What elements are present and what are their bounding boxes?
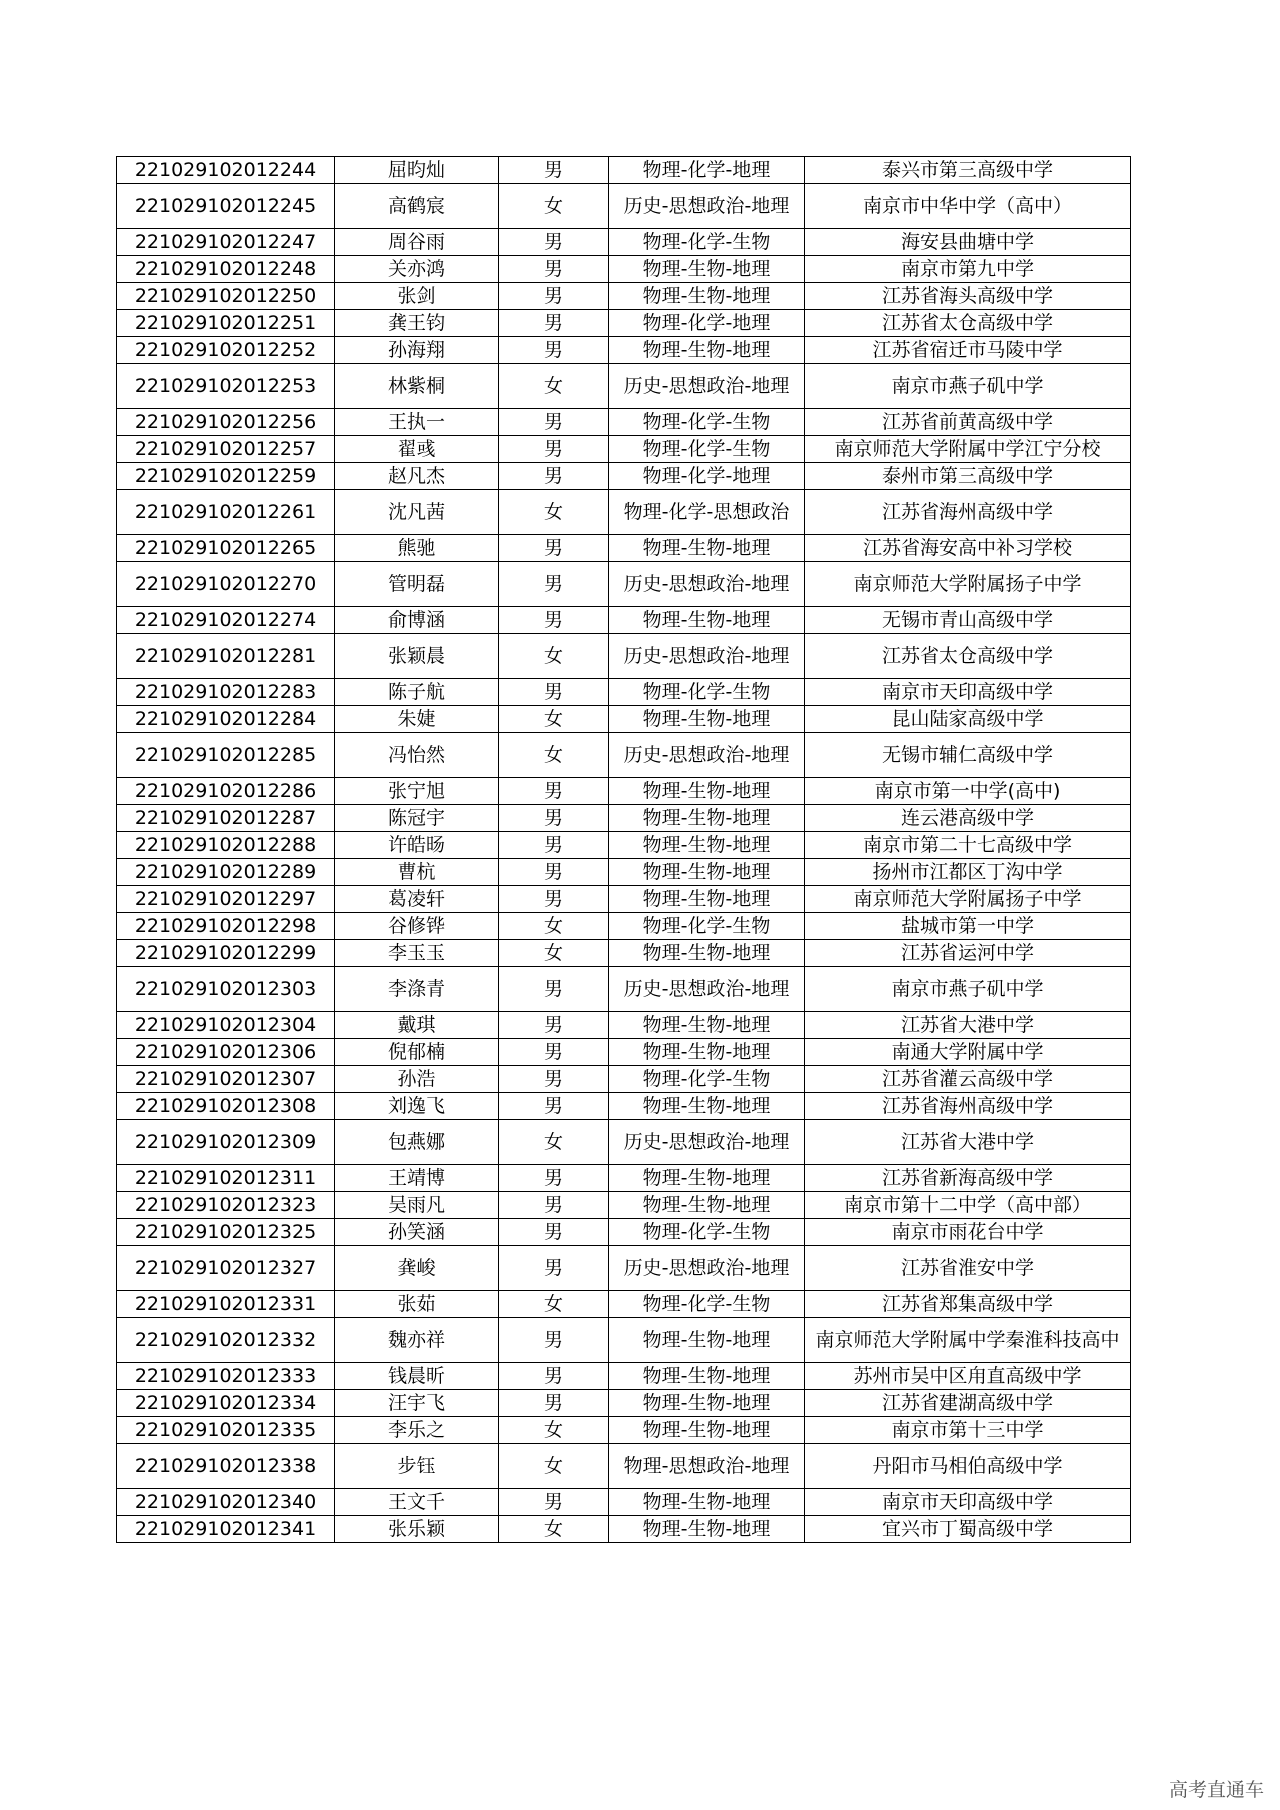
school-cell: 南京师范大学附属扬子中学 [805, 886, 1131, 913]
candidate-id-cell: 221029102012247 [117, 229, 335, 256]
subject-combination-cell: 物理-生物-地理 [609, 1363, 805, 1390]
subject-combination-cell: 历史-思想政治-地理 [609, 364, 805, 409]
candidate-id-cell: 221029102012327 [117, 1246, 335, 1291]
student-name-cell: 俞博涵 [335, 607, 499, 634]
table-row [117, 1444, 1131, 1489]
subject-combination-cell: 物理-化学-地理 [609, 310, 805, 337]
student-name-cell: 谷修铧 [335, 913, 499, 940]
gender-cell: 女 [499, 940, 609, 967]
candidate-id-cell: 221029102012303 [117, 967, 335, 1012]
subject-combination-cell: 物理-生物-地理 [609, 805, 805, 832]
student-name-cell: 步钰 [335, 1444, 499, 1489]
candidate-id-cell: 221029102012334 [117, 1390, 335, 1417]
candidate-id-cell: 221029102012270 [117, 562, 335, 607]
gender-cell: 女 [499, 1291, 609, 1318]
school-cell: 南京师范大学附属中学江宁分校 [805, 436, 1131, 463]
school-cell: 南京市天印高级中学 [805, 679, 1131, 706]
gender-cell: 男 [499, 778, 609, 805]
gender-cell: 男 [499, 1039, 609, 1066]
student-name-cell: 戴琪 [335, 1012, 499, 1039]
candidate-id-cell: 221029102012307 [117, 1066, 335, 1093]
gender-cell: 女 [499, 1120, 609, 1165]
candidate-id-cell: 221029102012308 [117, 1093, 335, 1120]
subject-combination-cell: 物理-生物-地理 [609, 706, 805, 733]
subject-combination-cell: 物理-化学-生物 [609, 436, 805, 463]
roster-body [117, 157, 1131, 1543]
gender-cell: 男 [499, 1246, 609, 1291]
student-name-cell: 孙海翔 [335, 337, 499, 364]
subject-combination-cell: 物理-生物-地理 [609, 859, 805, 886]
candidate-id-cell: 221029102012256 [117, 409, 335, 436]
table-row [117, 913, 1131, 940]
table-row [117, 886, 1131, 913]
candidate-id-cell: 221029102012251 [117, 310, 335, 337]
candidate-id-cell: 221029102012285 [117, 733, 335, 778]
school-cell: 盐城市第一中学 [805, 913, 1131, 940]
candidate-id-cell: 221029102012250 [117, 283, 335, 310]
gender-cell: 男 [499, 679, 609, 706]
candidate-id-cell: 221029102012335 [117, 1417, 335, 1444]
student-name-cell: 熊驰 [335, 535, 499, 562]
student-name-cell: 孙笑涵 [335, 1219, 499, 1246]
subject-combination-cell: 物理-生物-地理 [609, 535, 805, 562]
school-cell: 江苏省宿迁市马陵中学 [805, 337, 1131, 364]
subject-combination-cell: 物理-生物-地理 [609, 256, 805, 283]
gender-cell: 男 [499, 805, 609, 832]
subject-combination-cell: 物理-生物-地理 [609, 1165, 805, 1192]
table-row [117, 733, 1131, 778]
candidate-id-cell: 221029102012284 [117, 706, 335, 733]
candidate-id-cell: 221029102012304 [117, 1012, 335, 1039]
gender-cell: 男 [499, 607, 609, 634]
student-name-cell: 翟彧 [335, 436, 499, 463]
subject-combination-cell: 物理-化学-生物 [609, 1066, 805, 1093]
subject-combination-cell: 物理-生物-地理 [609, 1417, 805, 1444]
subject-combination-cell: 物理-化学-生物 [609, 229, 805, 256]
subject-combination-cell: 物理-化学-生物 [609, 1291, 805, 1318]
school-cell: 江苏省淮安中学 [805, 1246, 1131, 1291]
table-row [117, 364, 1131, 409]
candidate-id-cell: 221029102012265 [117, 535, 335, 562]
school-cell: 南京市第十二中学（高中部） [805, 1192, 1131, 1219]
table-row [117, 940, 1131, 967]
school-cell: 泰兴市第三高级中学 [805, 157, 1131, 184]
candidate-id-cell: 221029102012311 [117, 1165, 335, 1192]
gender-cell: 女 [499, 634, 609, 679]
table-row [117, 310, 1131, 337]
candidate-id-cell: 221029102012341 [117, 1516, 335, 1543]
gender-cell: 男 [499, 859, 609, 886]
school-cell: 南通大学附属中学 [805, 1039, 1131, 1066]
table-row [117, 634, 1131, 679]
student-name-cell: 陈冠宇 [335, 805, 499, 832]
subject-combination-cell: 物理-生物-地理 [609, 1093, 805, 1120]
candidate-id-cell: 221029102012287 [117, 805, 335, 832]
school-cell: 南京市第一中学(高中) [805, 778, 1131, 805]
gender-cell: 男 [499, 1066, 609, 1093]
student-name-cell: 冯怡然 [335, 733, 499, 778]
gender-cell: 男 [499, 310, 609, 337]
subject-combination-cell: 历史-思想政治-地理 [609, 1246, 805, 1291]
student-name-cell: 高鹤宸 [335, 184, 499, 229]
candidate-id-cell: 221029102012274 [117, 607, 335, 634]
school-cell: 南京市雨花台中学 [805, 1219, 1131, 1246]
student-name-cell: 张剑 [335, 283, 499, 310]
student-name-cell: 魏亦祥 [335, 1318, 499, 1363]
gender-cell: 女 [499, 490, 609, 535]
table-row [117, 1165, 1131, 1192]
subject-combination-cell: 物理-生物-地理 [609, 940, 805, 967]
student-name-cell: 王文千 [335, 1489, 499, 1516]
gender-cell: 女 [499, 1516, 609, 1543]
gender-cell: 男 [499, 463, 609, 490]
subject-combination-cell: 物理-化学-思想政治 [609, 490, 805, 535]
school-cell: 江苏省太仓高级中学 [805, 634, 1131, 679]
student-name-cell: 张宁旭 [335, 778, 499, 805]
gender-cell: 女 [499, 733, 609, 778]
table-row [117, 1390, 1131, 1417]
school-cell: 江苏省太仓高级中学 [805, 310, 1131, 337]
student-name-cell: 包燕娜 [335, 1120, 499, 1165]
subject-combination-cell: 物理-生物-地理 [609, 1318, 805, 1363]
subject-combination-cell: 物理-生物-地理 [609, 778, 805, 805]
candidate-id-cell: 221029102012289 [117, 859, 335, 886]
subject-combination-cell: 物理-生物-地理 [609, 607, 805, 634]
school-cell: 南京市第九中学 [805, 256, 1131, 283]
watermark: 高考直通车 [1168, 1779, 1264, 1801]
subject-combination-cell: 物理-化学-地理 [609, 157, 805, 184]
school-cell: 南京市中华中学（高中） [805, 184, 1131, 229]
table-row [117, 436, 1131, 463]
student-name-cell: 周谷雨 [335, 229, 499, 256]
school-cell: 江苏省新海高级中学 [805, 1165, 1131, 1192]
table-row [117, 1489, 1131, 1516]
gender-cell: 男 [499, 1363, 609, 1390]
candidate-id-cell: 221029102012333 [117, 1363, 335, 1390]
candidate-id-cell: 221029102012299 [117, 940, 335, 967]
subject-combination-cell: 物理-生物-地理 [609, 886, 805, 913]
table-row [117, 1291, 1131, 1318]
table-row [117, 1318, 1131, 1363]
candidate-id-cell: 221029102012288 [117, 832, 335, 859]
table-row [117, 283, 1131, 310]
gender-cell: 男 [499, 229, 609, 256]
subject-combination-cell: 物理-生物-地理 [609, 1516, 805, 1543]
subject-combination-cell: 历史-思想政治-地理 [609, 967, 805, 1012]
gender-cell: 女 [499, 706, 609, 733]
student-name-cell: 赵凡杰 [335, 463, 499, 490]
gender-cell: 男 [499, 1093, 609, 1120]
table-row [117, 1246, 1131, 1291]
school-cell: 江苏省海安高中补习学校 [805, 535, 1131, 562]
candidate-id-cell: 221029102012338 [117, 1444, 335, 1489]
table-row [117, 1219, 1131, 1246]
student-name-cell: 葛凌轩 [335, 886, 499, 913]
candidate-id-cell: 221029102012245 [117, 184, 335, 229]
gender-cell: 男 [499, 1390, 609, 1417]
table-row [117, 1120, 1131, 1165]
gender-cell: 女 [499, 184, 609, 229]
candidate-id-cell: 221029102012297 [117, 886, 335, 913]
school-cell: 无锡市青山高级中学 [805, 607, 1131, 634]
student-name-cell: 王执一 [335, 409, 499, 436]
table-row [117, 859, 1131, 886]
gender-cell: 女 [499, 913, 609, 940]
gender-cell: 男 [499, 832, 609, 859]
school-cell: 扬州市江都区丁沟中学 [805, 859, 1131, 886]
student-name-cell: 张乐颖 [335, 1516, 499, 1543]
student-name-cell: 吴雨凡 [335, 1192, 499, 1219]
table-row [117, 535, 1131, 562]
subject-combination-cell: 物理-生物-地理 [609, 1039, 805, 1066]
gender-cell: 男 [499, 1219, 609, 1246]
student-name-cell: 陈子航 [335, 679, 499, 706]
student-name-cell: 屈昀灿 [335, 157, 499, 184]
table-row [117, 490, 1131, 535]
gender-cell: 男 [499, 337, 609, 364]
school-cell: 江苏省大港中学 [805, 1012, 1131, 1039]
gender-cell: 男 [499, 283, 609, 310]
gender-cell: 男 [499, 256, 609, 283]
student-name-cell: 许皓旸 [335, 832, 499, 859]
table-row [117, 679, 1131, 706]
table-row [117, 463, 1131, 490]
gender-cell: 男 [499, 436, 609, 463]
student-name-cell: 沈凡茜 [335, 490, 499, 535]
school-cell: 江苏省大港中学 [805, 1120, 1131, 1165]
table-row [117, 967, 1131, 1012]
subject-combination-cell: 历史-思想政治-地理 [609, 184, 805, 229]
gender-cell: 男 [499, 1489, 609, 1516]
subject-combination-cell: 物理-生物-地理 [609, 1489, 805, 1516]
candidate-id-cell: 221029102012325 [117, 1219, 335, 1246]
school-cell: 江苏省海州高级中学 [805, 490, 1131, 535]
school-cell: 江苏省海州高级中学 [805, 1093, 1131, 1120]
school-cell: 江苏省灌云高级中学 [805, 1066, 1131, 1093]
student-name-cell: 李涤青 [335, 967, 499, 1012]
student-name-cell: 关亦鸿 [335, 256, 499, 283]
candidate-id-cell: 221029102012340 [117, 1489, 335, 1516]
candidate-id-cell: 221029102012323 [117, 1192, 335, 1219]
subject-combination-cell: 历史-思想政治-地理 [609, 1120, 805, 1165]
student-name-cell: 李玉玉 [335, 940, 499, 967]
table-row [117, 1363, 1131, 1390]
subject-combination-cell: 物理-生物-地理 [609, 832, 805, 859]
candidate-id-cell: 221029102012332 [117, 1318, 335, 1363]
candidate-id-cell: 221029102012331 [117, 1291, 335, 1318]
candidate-id-cell: 221029102012298 [117, 913, 335, 940]
school-cell: 海安县曲塘中学 [805, 229, 1131, 256]
subject-combination-cell: 物理-化学-地理 [609, 463, 805, 490]
student-name-cell: 张茹 [335, 1291, 499, 1318]
school-cell: 南京市燕子矶中学 [805, 967, 1131, 1012]
school-cell: 苏州市吴中区甪直高级中学 [805, 1363, 1131, 1390]
subject-combination-cell: 物理-生物-地理 [609, 1012, 805, 1039]
candidate-id-cell: 221029102012281 [117, 634, 335, 679]
table-row [117, 832, 1131, 859]
school-cell: 丹阳市马相伯高级中学 [805, 1444, 1131, 1489]
candidate-id-cell: 221029102012244 [117, 157, 335, 184]
table-row [117, 1516, 1131, 1543]
subject-combination-cell: 物理-生物-地理 [609, 1390, 805, 1417]
table-row [117, 1417, 1131, 1444]
table-row [117, 229, 1131, 256]
candidate-id-cell: 221029102012306 [117, 1039, 335, 1066]
candidate-id-cell: 221029102012259 [117, 463, 335, 490]
student-name-cell: 朱婕 [335, 706, 499, 733]
school-cell: 南京市第十三中学 [805, 1417, 1131, 1444]
gender-cell: 男 [499, 886, 609, 913]
gender-cell: 男 [499, 409, 609, 436]
school-cell: 江苏省运河中学 [805, 940, 1131, 967]
school-cell: 南京师范大学附属扬子中学 [805, 562, 1131, 607]
table-row [117, 157, 1131, 184]
candidate-id-cell: 221029102012253 [117, 364, 335, 409]
subject-combination-cell: 物理-思想政治-地理 [609, 1444, 805, 1489]
subject-combination-cell: 物理-化学-生物 [609, 409, 805, 436]
gender-cell: 男 [499, 1318, 609, 1363]
school-cell: 江苏省前黄高级中学 [805, 409, 1131, 436]
student-name-cell: 汪宇飞 [335, 1390, 499, 1417]
table-row [117, 409, 1131, 436]
student-name-cell: 林紫桐 [335, 364, 499, 409]
student-name-cell: 孙浩 [335, 1066, 499, 1093]
table-row [117, 1039, 1131, 1066]
subject-combination-cell: 历史-思想政治-地理 [609, 634, 805, 679]
gender-cell: 男 [499, 535, 609, 562]
candidate-id-cell: 221029102012309 [117, 1120, 335, 1165]
table-row [117, 1012, 1131, 1039]
student-name-cell: 刘逸飞 [335, 1093, 499, 1120]
subject-combination-cell: 物理-化学-生物 [609, 1219, 805, 1246]
table-row [117, 184, 1131, 229]
school-cell: 连云港高级中学 [805, 805, 1131, 832]
gender-cell: 女 [499, 364, 609, 409]
table-row [117, 607, 1131, 634]
school-cell: 南京市燕子矶中学 [805, 364, 1131, 409]
subject-combination-cell: 物理-生物-地理 [609, 283, 805, 310]
student-name-cell: 龚峻 [335, 1246, 499, 1291]
table-row [117, 805, 1131, 832]
candidate-id-cell: 221029102012252 [117, 337, 335, 364]
gender-cell: 男 [499, 1012, 609, 1039]
gender-cell: 男 [499, 1165, 609, 1192]
student-name-cell: 张颖晨 [335, 634, 499, 679]
candidate-id-cell: 221029102012248 [117, 256, 335, 283]
gender-cell: 男 [499, 967, 609, 1012]
table-row [117, 337, 1131, 364]
school-cell: 江苏省海头高级中学 [805, 283, 1131, 310]
candidate-id-cell: 221029102012283 [117, 679, 335, 706]
candidate-id-cell: 221029102012257 [117, 436, 335, 463]
gender-cell: 男 [499, 1192, 609, 1219]
student-name-cell: 倪郁楠 [335, 1039, 499, 1066]
table-row [117, 256, 1131, 283]
school-cell: 南京师范大学附属中学秦淮科技高中 [805, 1318, 1131, 1363]
subject-combination-cell: 物理-化学-生物 [609, 913, 805, 940]
school-cell: 南京市第二十七高级中学 [805, 832, 1131, 859]
school-cell: 昆山陆家高级中学 [805, 706, 1131, 733]
school-cell: 宜兴市丁蜀高级中学 [805, 1516, 1131, 1543]
student-name-cell: 李乐之 [335, 1417, 499, 1444]
school-cell: 江苏省建湖高级中学 [805, 1390, 1131, 1417]
school-cell: 无锡市辅仁高级中学 [805, 733, 1131, 778]
table-row [117, 1066, 1131, 1093]
table-row [117, 562, 1131, 607]
table-row [117, 1192, 1131, 1219]
student-name-cell: 管明磊 [335, 562, 499, 607]
table-row [117, 778, 1131, 805]
school-cell: 南京市天印高级中学 [805, 1489, 1131, 1516]
gender-cell: 女 [499, 1417, 609, 1444]
candidate-id-cell: 221029102012261 [117, 490, 335, 535]
subject-combination-cell: 物理-化学-生物 [609, 679, 805, 706]
gender-cell: 男 [499, 562, 609, 607]
student-name-cell: 曹杭 [335, 859, 499, 886]
student-name-cell: 龚王钧 [335, 310, 499, 337]
table-row [117, 1093, 1131, 1120]
school-cell: 泰州市第三高级中学 [805, 463, 1131, 490]
admission-roster-table [116, 156, 1131, 1543]
table-row [117, 706, 1131, 733]
subject-combination-cell: 历史-思想政治-地理 [609, 733, 805, 778]
student-name-cell: 王靖博 [335, 1165, 499, 1192]
subject-combination-cell: 物理-生物-地理 [609, 1192, 805, 1219]
subject-combination-cell: 物理-生物-地理 [609, 337, 805, 364]
gender-cell: 女 [499, 1444, 609, 1489]
student-name-cell: 钱晨昕 [335, 1363, 499, 1390]
school-cell: 江苏省郑集高级中学 [805, 1291, 1131, 1318]
gender-cell: 男 [499, 157, 609, 184]
subject-combination-cell: 历史-思想政治-地理 [609, 562, 805, 607]
candidate-id-cell: 221029102012286 [117, 778, 335, 805]
